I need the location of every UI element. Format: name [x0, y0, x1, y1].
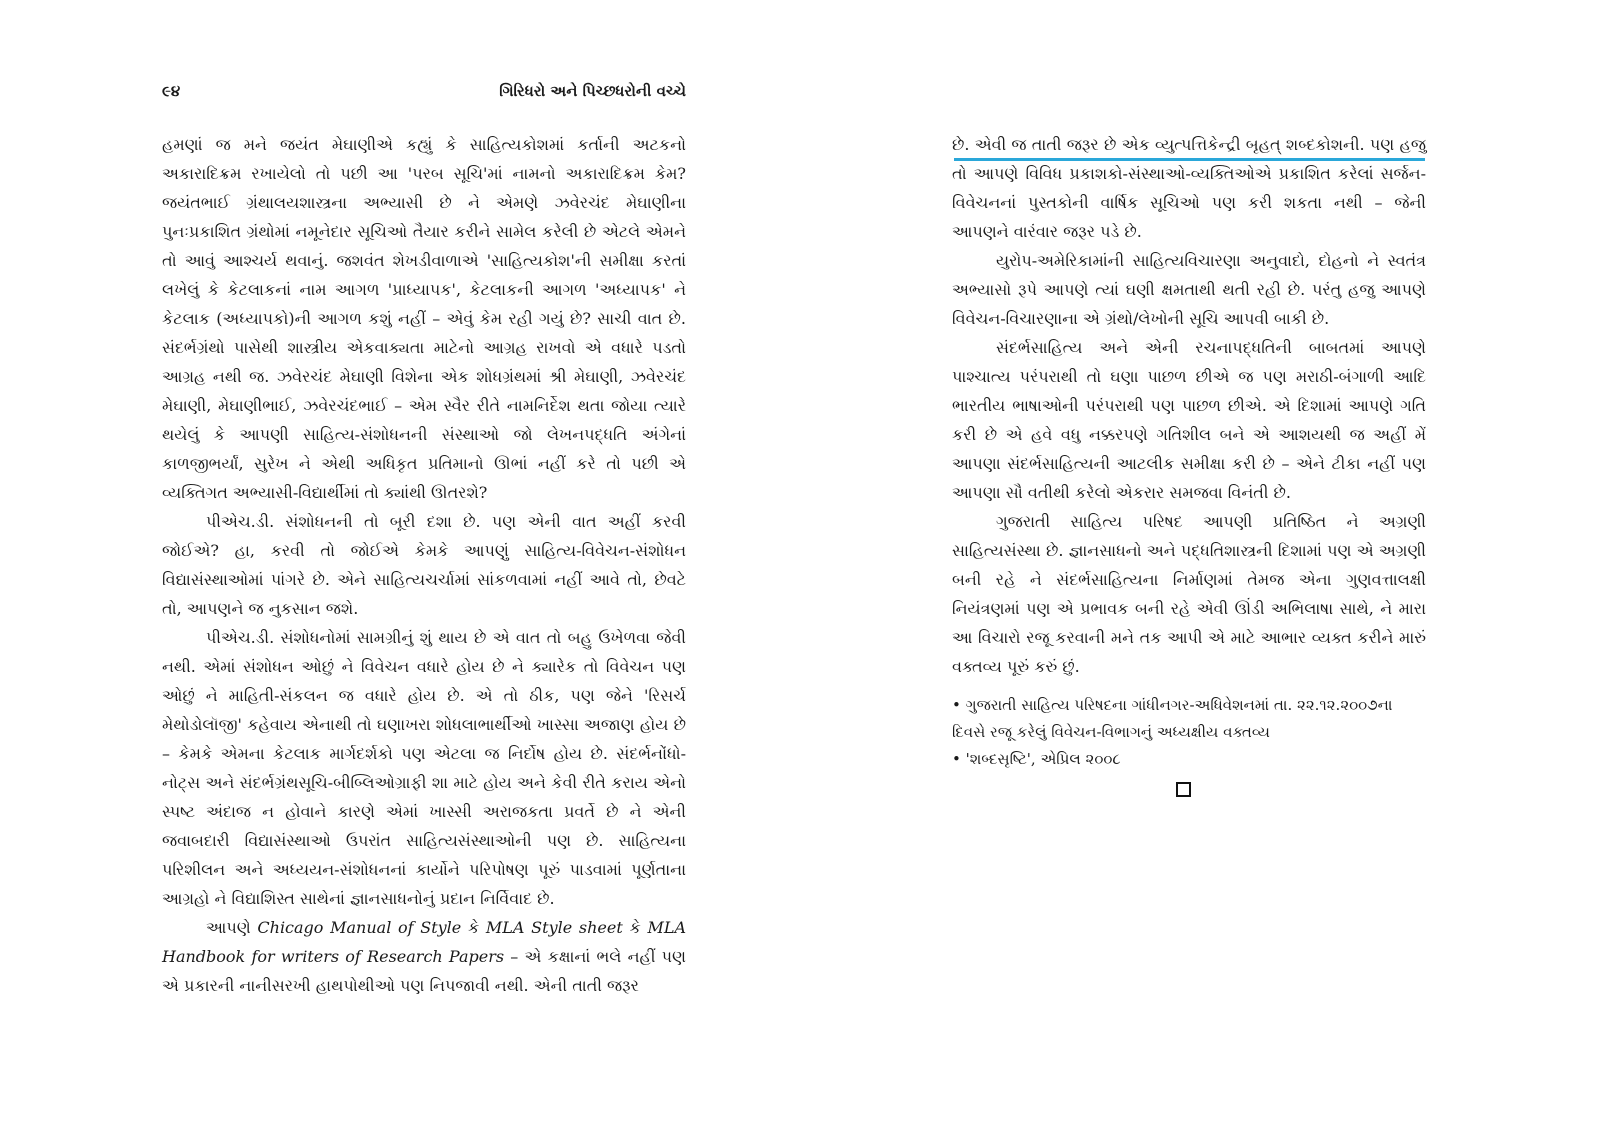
book-title: Chicago Manual of Style [257, 918, 462, 937]
paragraph: પીએચ.ડી. સંશોધનની તો બૂરી દશા છે. પણ એની વાત અહીં કરવી જોઈએ? હા, કરવી તો જોઈએ કેમકે આપણું સાહિત્ય-વિવેચન-સંશોધન વિદ્યાસંસ્થાઓમાં પાંગરે છે. એને સાહિત્યચર્ચામાં સાંકળવામાં નહીં આવે તો, છેવટે તો, આપણને જ નુકસાન જશે. [162, 512, 686, 618]
running-title: ગિરિધરો અને પિચ્છધરોની વચ્ચે [499, 82, 686, 100]
end-of-article-square-icon [1176, 782, 1191, 797]
left-column [162, 130, 686, 1000]
text-run: આપણે [206, 918, 258, 937]
text-selection-highlight-line [954, 158, 1425, 161]
running-header [162, 82, 686, 106]
paragraph: પીએચ.ડી. સંશોધનોમાં સામગ્રીનું શું થાય છે એ વાત તો બહુ ઉખેળવા જેવી નથી. એમાં સંશોધન ઓછું ને વિવેચન વધારે હોય છે ને ક્યારેક તો વિવેચન પણ ઓછું ને માહિતી-સંકલન જ વધારે હોય છે. એ તો ઠીક, પણ જેને 'રિસર્ચ મેથોડોલૉજી' કહેવાય એનાથી તો ઘણાખરા શોધલાભાર્થીઓ ખાસ્સા અજાણ હોય છે – કેમકે એમના કેટલાક માર્ગદર્શકો પણ એટલા જ નિર્દોષ હોય છે. સંદર્ભનોંધો-નોટ્સ અને સંદર્ભગ્રંથસૂચિ-બીબ્લિઓગ્રાફી શા માટે હોય અને કેવી રીતે કરાય એનો સ્પષ્ટ અંદાજ ન હોવાને કારણે એમાં ખાસ્સી અરાજકતા પ્રવર્તે છે ને એની જવાબદારી વિદ્યાસંસ્થાઓ ઉપરાંત સાહિત્યસંસ્થાઓની પણ છે. સાહિત્યના પરિશીલન અને અધ્યયન-સંશોધનનાં કાર્યોને પરિપોષણ પૂરું પાડવામાં પૂર્ણતાના આગ્રહો ને વિદ્યાશિસ્ત સાથેનાં જ્ઞાનસાધનોનું પ્રદાન નિર્વિવાદ છે. [162, 628, 686, 908]
text-run: કે [622, 918, 648, 937]
right-column [952, 130, 1426, 681]
book-title: MLA Style sheet [485, 918, 623, 937]
book-title: MLA Handbook for writers of Research Papers [162, 918, 686, 966]
text-run: કે [461, 918, 486, 937]
paragraph: સંદર્ભસાહિત્ય અને એની રચનાપદ્ધતિની બાબતમાં આપણે પાશ્ચાત્ય પરંપરાથી તો ઘણા પાછળ છીએ જ પણ મરાઠી-બંગાળી આદિ ભારતીય ભાષાઓની પરંપરાથી પણ પાછળ છીએ. એ દિશામાં આપણે ગતિ કરી છે એ હવે વધુ નક્કરપણે ગતિશીલ બને એ આશયથી જ અહીં મેં આપણા સંદર્ભસાહિત્યની આટલીક સમીક્ષા કરી છે – એને ટીકા નહીં પણ આપણા સૌ વતીથી કરેલો એકરાર સમજવા વિનંતી છે. [952, 338, 1426, 502]
footnotes [952, 692, 1426, 773]
page-number: ૯૪ [162, 82, 181, 100]
paragraph: ગુજરાતી સાહિત્ય પરિષદ આપણી પ્રતિષ્ઠિત ને અગ્રણી સાહિત્યસંસ્થા છે. જ્ઞાનસાધનો અને પદ્ધતિશાસ્ત્રની દિશામાં પણ એ અગ્રણી બની રહે ને સંદર્ભસાહિત્યના નિર્માણમાં તેમજ એના ગુણવત્તાલક્ષી નિયંત્રણમાં પણ એ પ્રભાવક બની રહે એવી ઊંડી અભિલાષા સાથે, ને મારા આ વિચારો રજૂ કરવાની મને તક આપી એ માટે આભાર વ્યક્ત કરીને મારું વક્તવ્ય પૂરું કરું છું. [952, 512, 1426, 676]
paragraph: યુરોપ-અમેરિકામાંની સાહિત્યવિચારણા અનુવાદો, દોહનો ને સ્વતંત્ર અભ્યાસો રૂપે આપણે ત્યાં ઘણી ક્ષમતાથી થતી રહી છે. પરંતુ હજુ આપણે વિવેચન-વિચારણાના એ ગ્રંથો/લેખોની સૂચિ આપવી બાકી છે. [952, 251, 1426, 328]
text-run: – એ કક્ષાનાં ભલે નહીં પણ એ પ્રકારની નાનીસરખી હાથપોથીઓ પણ નિપજાવી નથી. એની તાતી જરૂર [162, 947, 686, 995]
paragraph: હમણાં જ મને જયંત મેઘાણીએ કહ્યું કે સાહિત્યકોશમાં કર્તાની અટકનો અકારાદિક્રમ રખાયેલો તો પછી આ 'પરબ સૂચિ'માં નામનો અકારાદિક્રમ કેમ? જયંતભાઈ ગ્રંથાલયશાસ્ત્રના અભ્યાસી છે ને એમણે ઝવેરચંદ મેઘાણીના પુનઃપ્રકાશિત ગ્રંથોમાં નમૂનેદાર સૂચિઓ તૈયાર કરીને સામેલ કરેલી છે એટલે એમને તો આવું આશ્ચર્ય થવાનું. જશવંત શેખડીવાળાએ 'સાહિત્યકોશ'ની સમીક્ષા કરતાં લખેલું કે કેટલાકનાં નામ આગળ 'પ્રાધ્યાપક', કેટલાકની આગળ 'અધ્યાપક' ને કેટલાક (અધ્યાપકો)ની આગળ કશું નહીં – એવું કેમ રહી ગયું છે? સાચી વાત છે. સંદર્ભગ્રંથો પાસેથી શાસ્ત્રીય એકવાક્યતા માટેનો આગ્રહ રાખવો એ વધારે પડતો આગ્રહ નથી જ. ઝવેરચંદ મેઘાણી વિશેના એક શોધગ્રંથમાં શ્રી મેઘાણી, ઝવેરચંદ મેઘાણી, મેઘાણીભાઈ, ઝવેરચંદભાઈ – એમ સ્વૈર રીતે નામનિર્દેશ થતા જોયા ત્યારે થયેલું કે આપણી સાહિત્ય-સંશોધનની સંસ્થાઓ જો લેખનપદ્ધતિ અંગેનાં કાળજીભર્યાં, સુરેખ ને એથી અધિકૃત પ્રતિમાનો ઊભાં નહીં કરે તો પછી એ વ્યક્તિગત અભ્યાસી-વિદ્યાર્થીમાં તો ક્યાંથી ઊતરશે? [162, 135, 686, 502]
footnote: • 'શબ્દસૃષ્ટિ', એપ્રિલ ૨૦૦૮ [952, 750, 1121, 768]
paragraph-style-guides [162, 913, 686, 1000]
footnote: • ગુજરાતી સાહિત્ય પરિષદના ગાંધીનગર-અધિવેશનમાં તા. ૨૨.૧૨.૨૦૦૭ના દિવસે રજૂ કરેલું વિવેચન-વિભાગનું અધ્યક્ષીય વક્તવ્ય [952, 696, 1393, 741]
paragraph: છે. એવી જ તાતી જરૂર છે એક વ્યુત્પત્તિકેન્દ્રી બૃહત્ શબ્દકોશની. પણ હજુ તો આપણે વિવિધ પ્રકાશકો-સંસ્થાઓ-વ્યક્તિઓએ પ્રકાશિત કરેલાં સર્જન-વિવેચનનાં પુસ્તકોની વાર્ષિક સૂચિઓ પણ કરી શકતા નથી – જેની આપણને વારંવાર જરૂર પડે છે. [952, 135, 1426, 241]
